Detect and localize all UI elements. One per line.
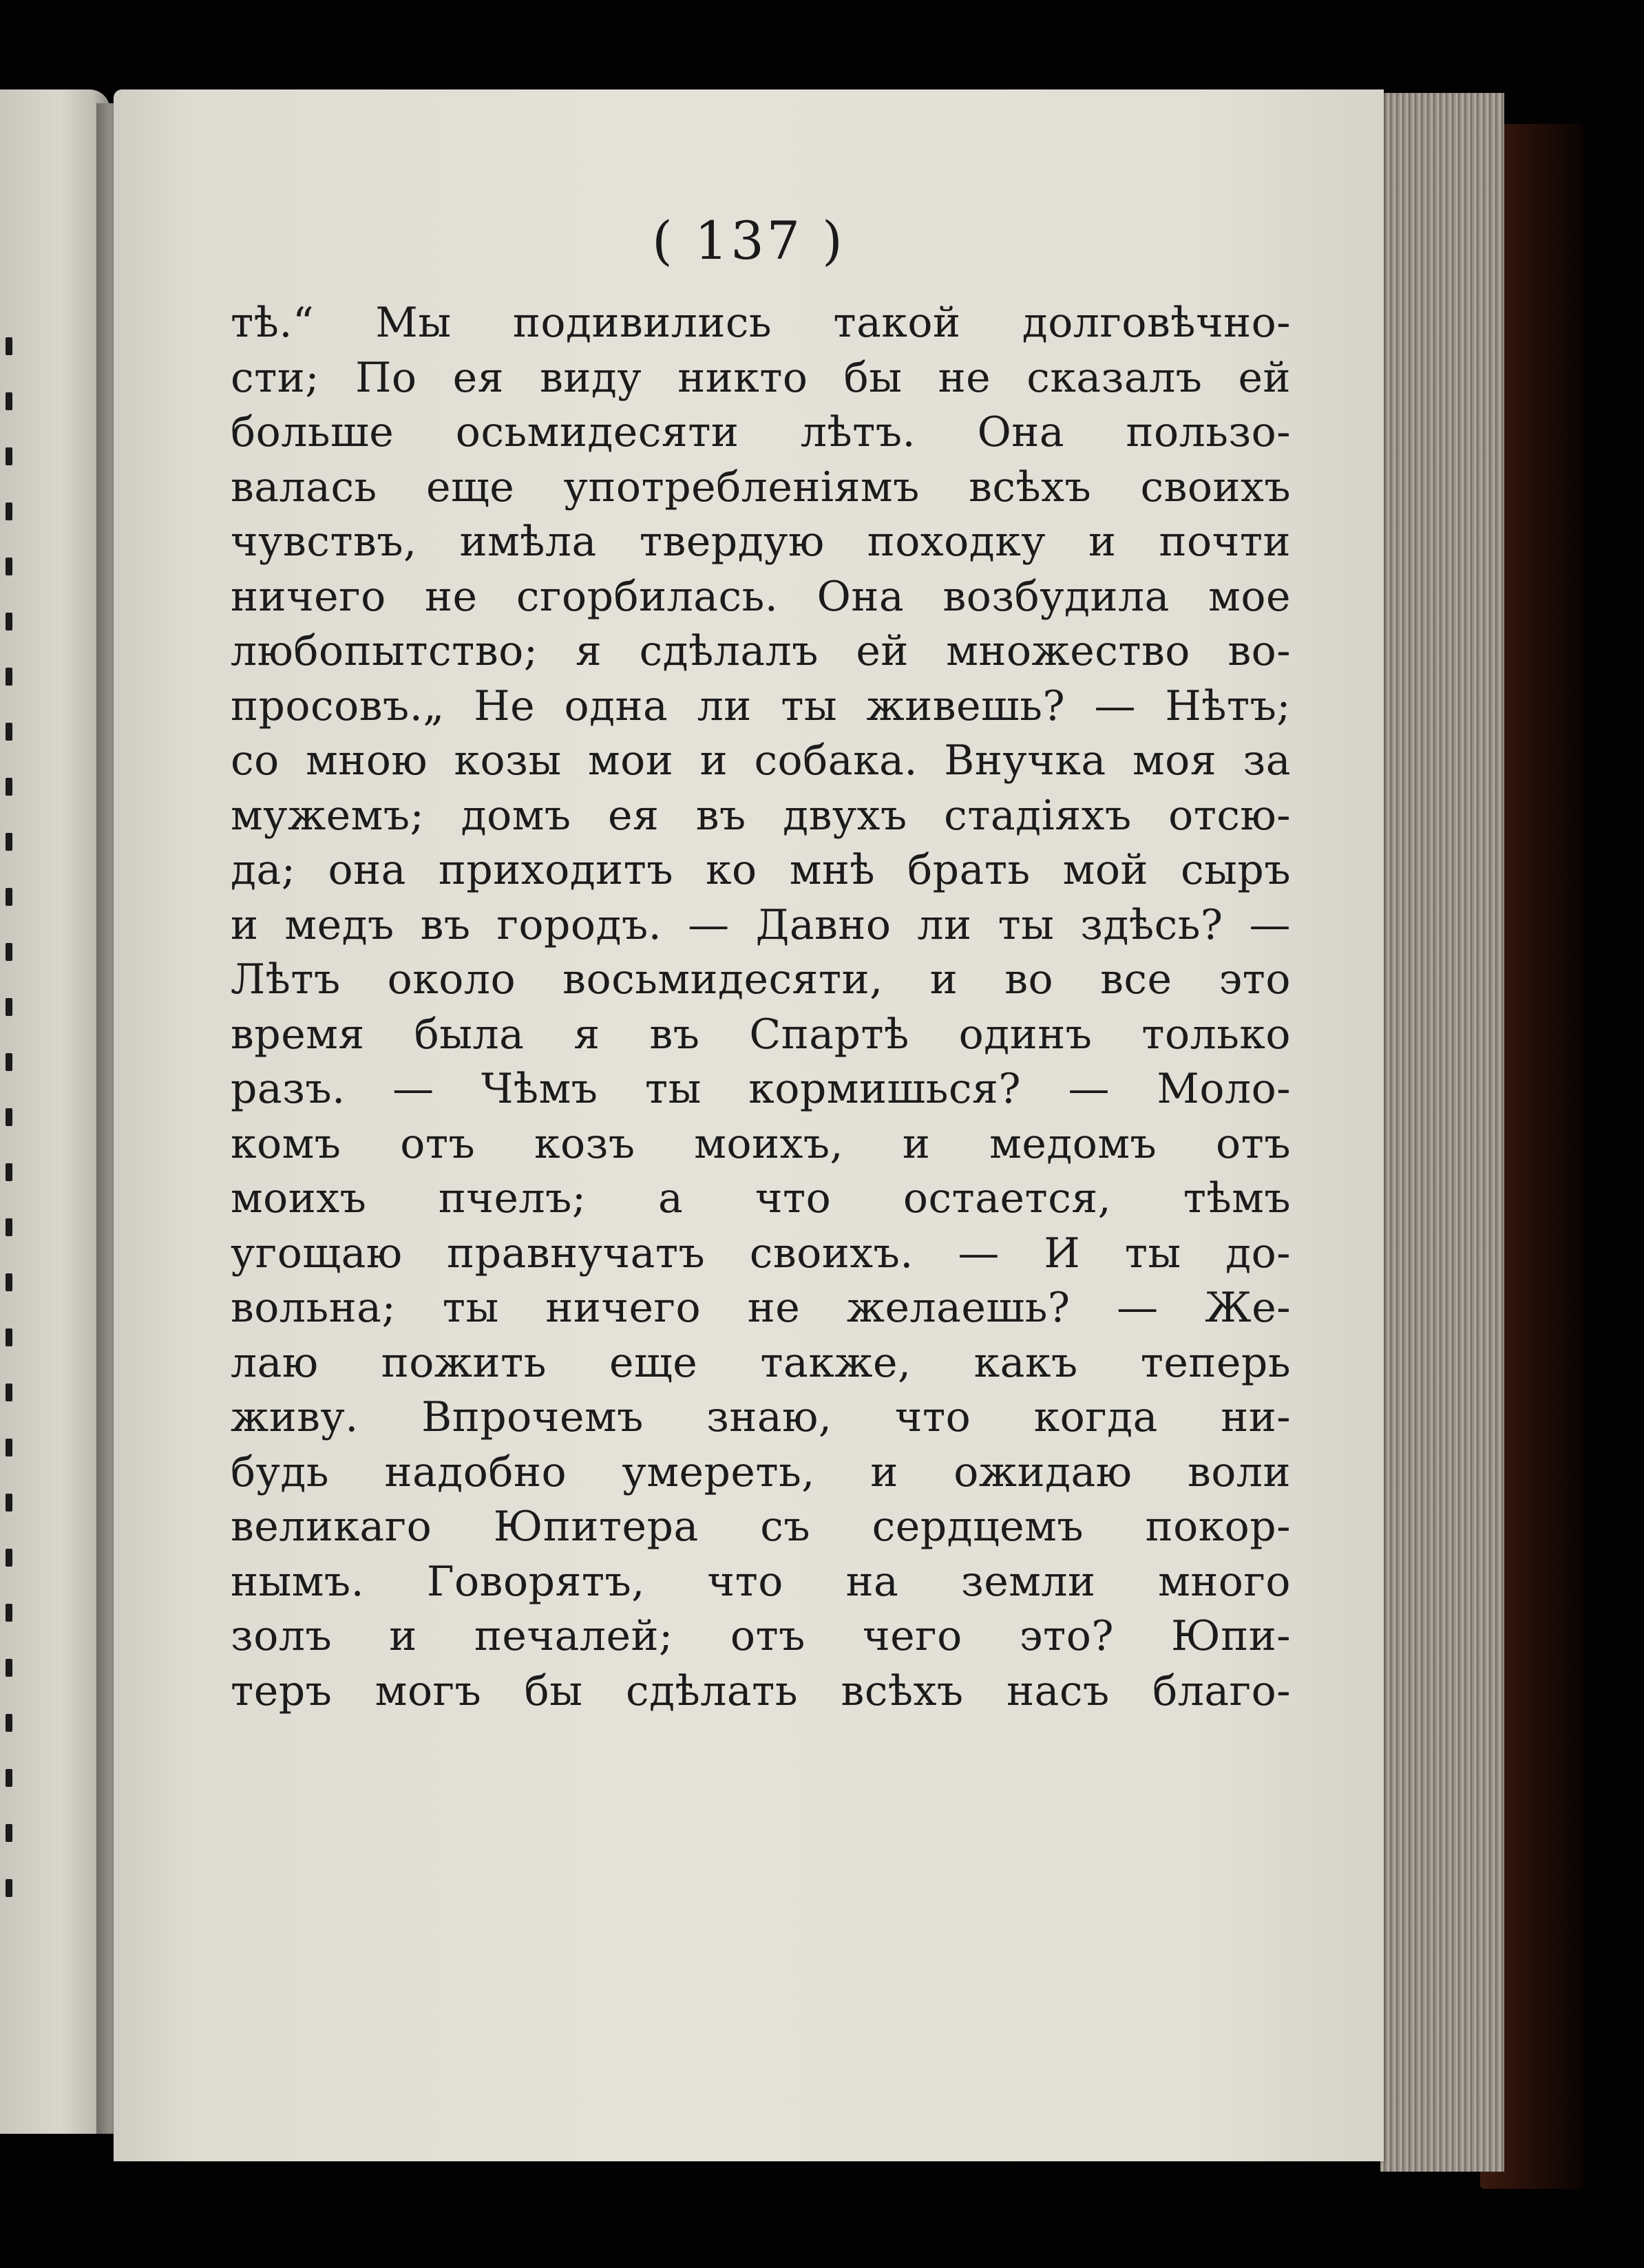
text-line: сти; По ея виду никто бы не сказалъ ей [231, 353, 1291, 402]
left-page-text-fragments [0, 89, 28, 2134]
text-line: просовъ.„ Не одна ли ты живешь? — Нѣтъ; [231, 681, 1291, 730]
text-line: со мною козы мои и собака. Внучка моя за [231, 736, 1291, 785]
text-line: и медъ въ городъ. — Давно ли ты здѣсь? — [231, 900, 1291, 949]
text-line: лаю пожить еще также, какъ теперь [231, 1338, 1291, 1387]
text-line: золъ и печалей; отъ чего это? Юпи- [231, 1612, 1291, 1660]
text-line: любопытство; я сдѣлалъ ей множество во- [231, 627, 1291, 675]
text-line: чувствъ, имѣла твердую походку и почти [231, 518, 1291, 566]
text-line: больше осьмидесяти лѣтъ. Она пользо- [231, 408, 1291, 456]
page-number: ( 137 ) [652, 210, 845, 271]
text-line: комъ отъ козъ моихъ, и медомъ отъ [231, 1119, 1291, 1168]
text-line: да; она приходитъ ко мнѣ брать мой сыръ [231, 846, 1291, 894]
text-line: валась еще употребленіямъ всѣхъ своихъ [231, 463, 1291, 511]
text-line: мужемъ; домъ ея въ двухъ стадіяхъ отсю- [231, 791, 1291, 840]
text-line: угощаю правнучатъ своихъ. — И ты до- [231, 1229, 1291, 1278]
page-block-edges [1380, 93, 1504, 2172]
text-line: будь надобно умереть, и ожидаю воли [231, 1448, 1291, 1496]
page-text [231, 296, 1291, 1719]
book-page [114, 89, 1384, 2161]
text-line: разъ. — Чѣмъ ты кормишься? — Моло- [231, 1065, 1291, 1113]
text-line: вольна; ты ничего не желаешь? — Же- [231, 1284, 1291, 1332]
text-line: живу. Впрочемъ знаю, что когда ни- [231, 1393, 1291, 1441]
text-line: моихъ пчелъ; а что остается, тѣмъ [231, 1174, 1291, 1222]
text-line: Лѣтъ около восьмидесяти, и во все это [231, 955, 1291, 1004]
text-line: нымъ. Говорятъ, что на земли много [231, 1557, 1291, 1606]
text-line: тѣ.“ Мы подивились такой долговѣчно- [231, 299, 1291, 347]
text-line: время была я въ Спартѣ одинъ только [231, 1010, 1291, 1059]
text-line: великаго Юпитера съ сердцемъ покор- [231, 1503, 1291, 1551]
text-line: теръ могъ бы сдѣлать всѣхъ насъ благо- [231, 1666, 1291, 1715]
left-page-edge [0, 89, 110, 2134]
text-line: ничего не сгорбилась. Она возбудила мое [231, 572, 1291, 621]
